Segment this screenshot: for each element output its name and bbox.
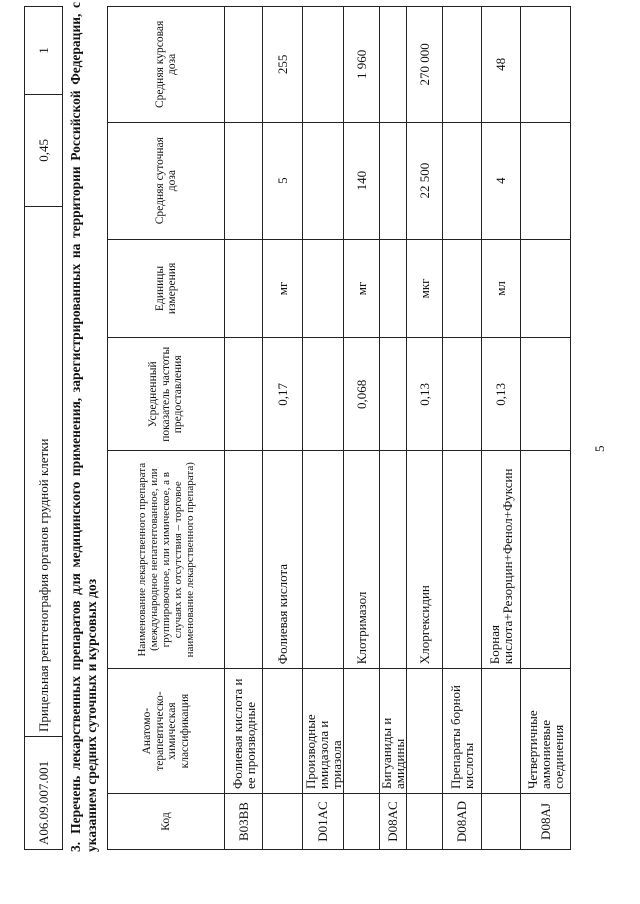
row-course: 48 — [482, 7, 521, 123]
table-row — [225, 7, 263, 850]
row-drug: Борная кислота+Резорцин+Фенол+Фуксин — [482, 451, 521, 669]
row-code: D08AC — [380, 794, 407, 850]
row-drug: Клотримазол — [344, 451, 380, 669]
table-row — [482, 7, 521, 850]
row-code: D08AJ — [521, 794, 571, 850]
row-atc — [407, 669, 443, 794]
row-unit — [521, 239, 571, 338]
row-unit — [225, 239, 263, 338]
service-name: Прицельная рентгенография органов грудной клетки — [25, 206, 63, 736]
row-frequency — [225, 338, 263, 451]
table-row — [263, 7, 303, 850]
header-daily-dose: Средняя суточная доза — [108, 122, 225, 239]
row-daily — [443, 122, 482, 239]
row-code — [263, 794, 303, 850]
row-drug — [303, 451, 344, 669]
row-atc: Четвертичные аммониевые соединения — [521, 669, 571, 794]
row-frequency — [521, 338, 571, 451]
row-atc — [344, 669, 380, 794]
row-course: 270 000 — [407, 7, 443, 123]
row-frequency: 0,13 — [482, 338, 521, 451]
section-heading — [68, 2, 100, 852]
row-atc — [482, 669, 521, 794]
service-code: A06.09.007.001 — [25, 737, 63, 850]
row-unit — [380, 239, 407, 338]
header-course-dose: Средняя курсовая доза — [108, 7, 225, 123]
row-drug: Фолиевая кислота — [263, 451, 303, 669]
row-frequency: 0,068 — [344, 338, 380, 451]
table-row — [380, 7, 407, 850]
row-code — [482, 794, 521, 850]
row-code — [407, 794, 443, 850]
section-title: Перечень лекарственных препаратов для медицинского применения, зарегистрированных на территории Российской Федерации, с указанием средних суточных и курсовых доз — [68, 2, 99, 852]
row-course — [380, 7, 407, 123]
header-code: Код — [108, 794, 225, 850]
header-row — [108, 7, 225, 850]
section-number: 3. — [68, 841, 83, 852]
row-course: 255 — [263, 7, 303, 123]
header-atc: Анатомо-терапевтическо-химическая классификация — [108, 669, 225, 794]
row-course — [521, 7, 571, 123]
row-code: D08AD — [443, 794, 482, 850]
row-drug — [443, 451, 482, 669]
row-unit — [303, 239, 344, 338]
services-row — [25, 7, 63, 850]
table-row — [443, 7, 482, 850]
header-unit: Единицы измерения — [108, 239, 225, 338]
table-row — [407, 7, 443, 850]
services-table — [24, 6, 63, 850]
row-frequency — [443, 338, 482, 451]
row-atc: Бигуаниды и амидины — [380, 669, 407, 794]
header-frequency: Усредненный показатель частоты предоставления — [108, 338, 225, 451]
row-unit: мкг — [407, 239, 443, 338]
row-daily — [521, 122, 571, 239]
row-code: B03BB — [225, 794, 263, 850]
table-row — [303, 7, 344, 850]
row-frequency — [380, 338, 407, 451]
row-drug — [521, 451, 571, 669]
row-unit: мг — [344, 239, 380, 338]
header-drug-name: Наименование лекарственного препарата (международное непатентованное, или группировочное, или химическое, а в случаях их отсутствия – торговое наименование лекарственного препарата) — [108, 451, 225, 669]
row-frequency — [303, 338, 344, 451]
row-daily: 22 500 — [407, 122, 443, 239]
row-code — [344, 794, 380, 850]
drugs-table — [107, 6, 571, 850]
row-course — [225, 7, 263, 123]
row-daily — [303, 122, 344, 239]
row-atc: Производные имидазола и триазола — [303, 669, 344, 794]
row-daily — [380, 122, 407, 239]
row-course — [443, 7, 482, 123]
row-atc: Фолиевая кислота и ее производные — [225, 669, 263, 794]
row-daily: 140 — [344, 122, 380, 239]
table-row — [344, 7, 380, 850]
row-drug: Хлоргексидин — [407, 451, 443, 669]
row-frequency: 0,13 — [407, 338, 443, 451]
page-number: 5 — [592, 445, 607, 452]
row-drug — [225, 451, 263, 669]
row-atc: Препараты борной кислоты — [443, 669, 482, 794]
row-course: 1 960 — [344, 7, 380, 123]
row-frequency: 0,17 — [263, 338, 303, 451]
row-daily: 5 — [263, 122, 303, 239]
service-multiplicity: 1 — [25, 7, 63, 95]
row-daily: 4 — [482, 122, 521, 239]
row-unit: мл — [482, 239, 521, 338]
row-code: D01AC — [303, 794, 344, 850]
row-atc — [263, 669, 303, 794]
row-unit — [443, 239, 482, 338]
service-frequency: 0,45 — [25, 94, 63, 206]
row-course — [303, 7, 344, 123]
table-row — [521, 7, 571, 850]
row-unit: мг — [263, 239, 303, 338]
row-daily — [225, 122, 263, 239]
row-drug — [380, 451, 407, 669]
